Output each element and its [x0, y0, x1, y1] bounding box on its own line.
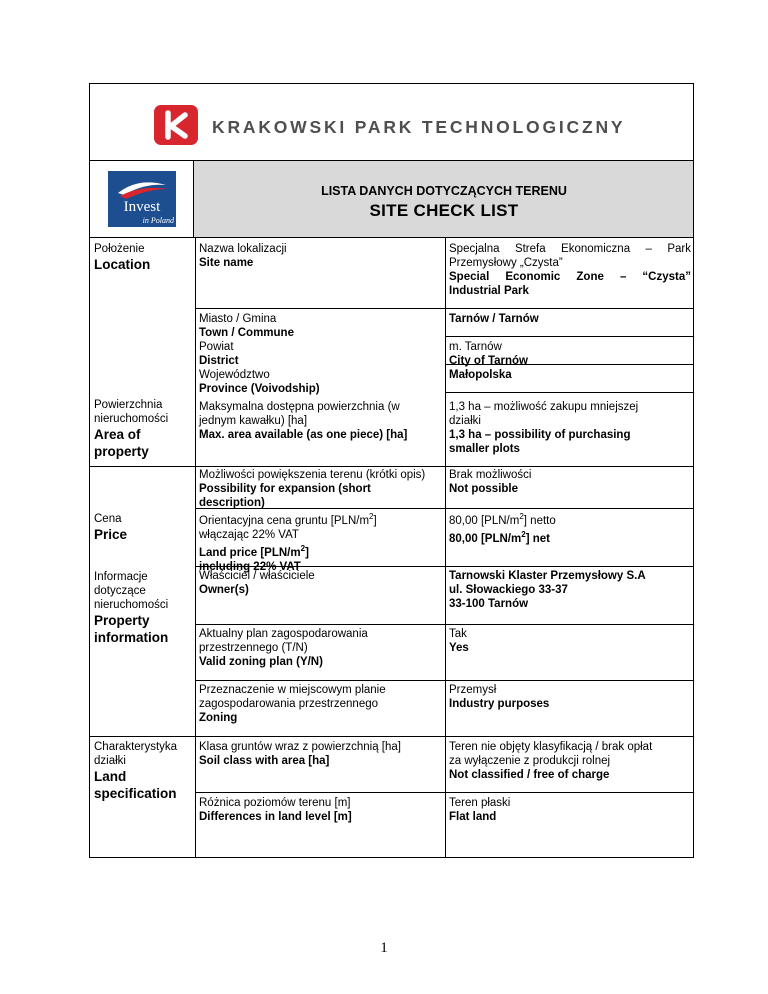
label-pl: włączając 22% VAT: [199, 528, 299, 541]
label-en: District: [199, 355, 239, 367]
value-en: Industrial Park: [449, 285, 529, 297]
label-pl: Województwo: [199, 369, 270, 381]
row-expansion-label: [199, 468, 449, 510]
label-pl: Nazwa lokalizacji: [199, 243, 287, 255]
section-property-info: [94, 570, 192, 646]
row-town-label: [199, 312, 443, 340]
label-en: Max. area available (as one piece) [ha]: [199, 429, 408, 441]
section-label-pl: Charakterystyka: [94, 741, 178, 753]
row-site-name-label: [199, 242, 443, 270]
value-en: Industry purposes: [449, 698, 550, 710]
value-pl: 80,00 $[PLN/m^2]$ netto: [449, 512, 556, 527]
section-area: [94, 398, 192, 460]
page-number: 1: [380, 940, 388, 956]
row-zoning-plan-label: [199, 627, 443, 669]
kpt-logo-icon: [154, 105, 198, 145]
label-en: Soil class with area [ha]: [199, 755, 330, 767]
label-en: description): [199, 497, 265, 509]
value-en: 1,3 ha – possibility of purchasing: [449, 429, 631, 441]
label-en: Differences in land level [m]: [199, 811, 352, 823]
value-en: Not possible: [449, 483, 519, 495]
section-label-en: Property: [94, 613, 150, 628]
invest-logo-word: Invest: [123, 199, 161, 215]
row-expansion-value: [449, 468, 691, 496]
row-max-area-label: [199, 400, 443, 442]
label-pl: Aktualny plan zagospodarowania: [199, 628, 368, 640]
label-pl: Różnica poziomów terenu [m]: [199, 797, 351, 809]
label-pl: Powiat: [199, 341, 234, 353]
label-pl: Miasto / Gmina: [199, 313, 277, 325]
section-label-pl: nieruchomości: [94, 599, 169, 611]
value-line: ul. Słowackiego 33-37: [449, 584, 568, 596]
label-en: Province (Voivodship): [199, 383, 320, 395]
label-en: Land price $[PLN/m^2]$: [199, 543, 309, 559]
value-en: City of Tarnów: [449, 355, 529, 367]
row-price-label: [199, 510, 443, 574]
row-owner-label: [199, 569, 443, 597]
brand-name: KRAKOWSKI PARK TECHNOLOGICZNY: [212, 117, 626, 137]
value-en: 80,00 $[PLN/m^2]$ net: [449, 529, 550, 545]
section-price: [94, 512, 192, 543]
value-pl: Brak możliwości: [449, 469, 532, 481]
value-en: smaller plots: [449, 443, 520, 455]
row-price-value: [449, 510, 691, 546]
label-en: Site name: [199, 257, 254, 269]
brand-header: [89, 83, 694, 160]
value-pl: 1,3 ha – możliwość zakupu mniejszej: [449, 401, 639, 413]
section-label-pl: Cena: [94, 513, 122, 525]
value-pl: Teren nie objęty klasyfikacją / brak opłat: [449, 741, 653, 753]
section-location: [94, 242, 192, 273]
row-level-diff-value: [449, 796, 691, 824]
value-line: 33-100 Tarnów: [449, 598, 529, 610]
section-label-en: Location: [94, 257, 151, 272]
section-label-pl: nieruchomości: [94, 413, 169, 425]
label-pl: Możliwości powiększenia terenu (krótki opis): [199, 469, 426, 481]
row-zoning-plan-value: [449, 627, 691, 655]
value-pl: m. Tarnów: [449, 341, 502, 353]
section-label-en: Land: [94, 769, 127, 784]
row-province-value: Małopolska: [449, 369, 512, 381]
label-pl: Klasa gruntów wraz z powierzchnią [ha]: [199, 741, 401, 753]
label-pl: jednym kawałku) [ha]: [199, 415, 308, 427]
section-label-pl: Położenie: [94, 243, 145, 255]
row-owner-value: [449, 569, 691, 611]
label-pl: zagospodarowania przestrzennego: [199, 698, 379, 710]
value-pl: Przemysłowy „Czysta”: [449, 257, 563, 269]
invest-logo-sub: in Poland: [142, 216, 174, 225]
label-pl: Maksymalna dostępna powierzchnia (w: [199, 401, 400, 413]
title-polish: LISTA DANYCH DOTYCZĄCYCH TERENU: [321, 184, 567, 198]
row-town-value: Tarnów / Tarnów: [449, 313, 539, 325]
section-label-pl: działki: [94, 755, 126, 767]
row-zoning-label: [199, 683, 443, 725]
label-pl: Orientacyjna cena gruntu $[PLN/m^2]$: [199, 512, 377, 527]
row-max-area-value: [449, 400, 691, 456]
row-district-label: [199, 340, 443, 368]
row-province-label: [199, 368, 443, 396]
row-soil-class-label: [199, 740, 443, 768]
row-level-diff-label: [199, 796, 443, 824]
value-pl: działki: [449, 415, 481, 427]
label-pl: Przeznaczenie w miejscowym planie: [199, 684, 386, 696]
row-site-name-value: [449, 242, 691, 298]
label-en: including 22% VAT: [199, 560, 301, 573]
value-en: Yes: [449, 642, 469, 654]
value-line: Tarnowski Klaster Przemysłowy S.A: [449, 570, 646, 582]
value-pl: Teren płaski: [449, 797, 511, 809]
value-pl: Tak: [449, 628, 467, 640]
value-pl: Specjalna Strefa Ekonomiczna – Park: [449, 243, 691, 255]
row-district-value: [449, 340, 691, 368]
label-en: Zoning: [199, 712, 238, 724]
label-en: Town / Commune: [199, 327, 294, 339]
label-en: Owner(s): [199, 584, 249, 596]
label-en: Valid zoning plan (Y/N): [199, 656, 323, 668]
section-label-en: Price: [94, 527, 128, 542]
title-english: SITE CHECK LIST: [369, 201, 519, 220]
section-label-en: information: [94, 630, 169, 645]
section-label-en: property: [94, 444, 149, 459]
row-zoning-value: [449, 683, 691, 711]
site-check-table: [89, 238, 694, 858]
section-label-en: Area of: [94, 427, 141, 442]
label-pl: Właściciel / właściciele: [199, 570, 315, 582]
label-pl: przestrzennego (T/N): [199, 642, 308, 654]
value-en: Flat land: [449, 811, 497, 823]
value-en: Special Economic Zone – “Czysta”: [449, 271, 691, 283]
invest-in-poland-logo: [108, 171, 176, 227]
section-land-spec: [94, 740, 194, 802]
value-en: Not classified / free of charge: [449, 769, 610, 781]
section-label-pl: dotyczące: [94, 585, 146, 597]
label-en: Possibility for expansion (short: [199, 483, 371, 495]
row-soil-class-value: [449, 740, 691, 782]
section-label-en: specification: [94, 786, 177, 801]
invest-logo-cell: [90, 161, 194, 237]
section-label-pl: Informacje: [94, 571, 148, 583]
value-pl: za wyłączenie z produkcji rolnej: [449, 755, 611, 767]
section-label-pl: Powierzchnia: [94, 399, 163, 411]
title-band: [89, 160, 694, 238]
value-pl: Przemysł: [449, 684, 497, 696]
